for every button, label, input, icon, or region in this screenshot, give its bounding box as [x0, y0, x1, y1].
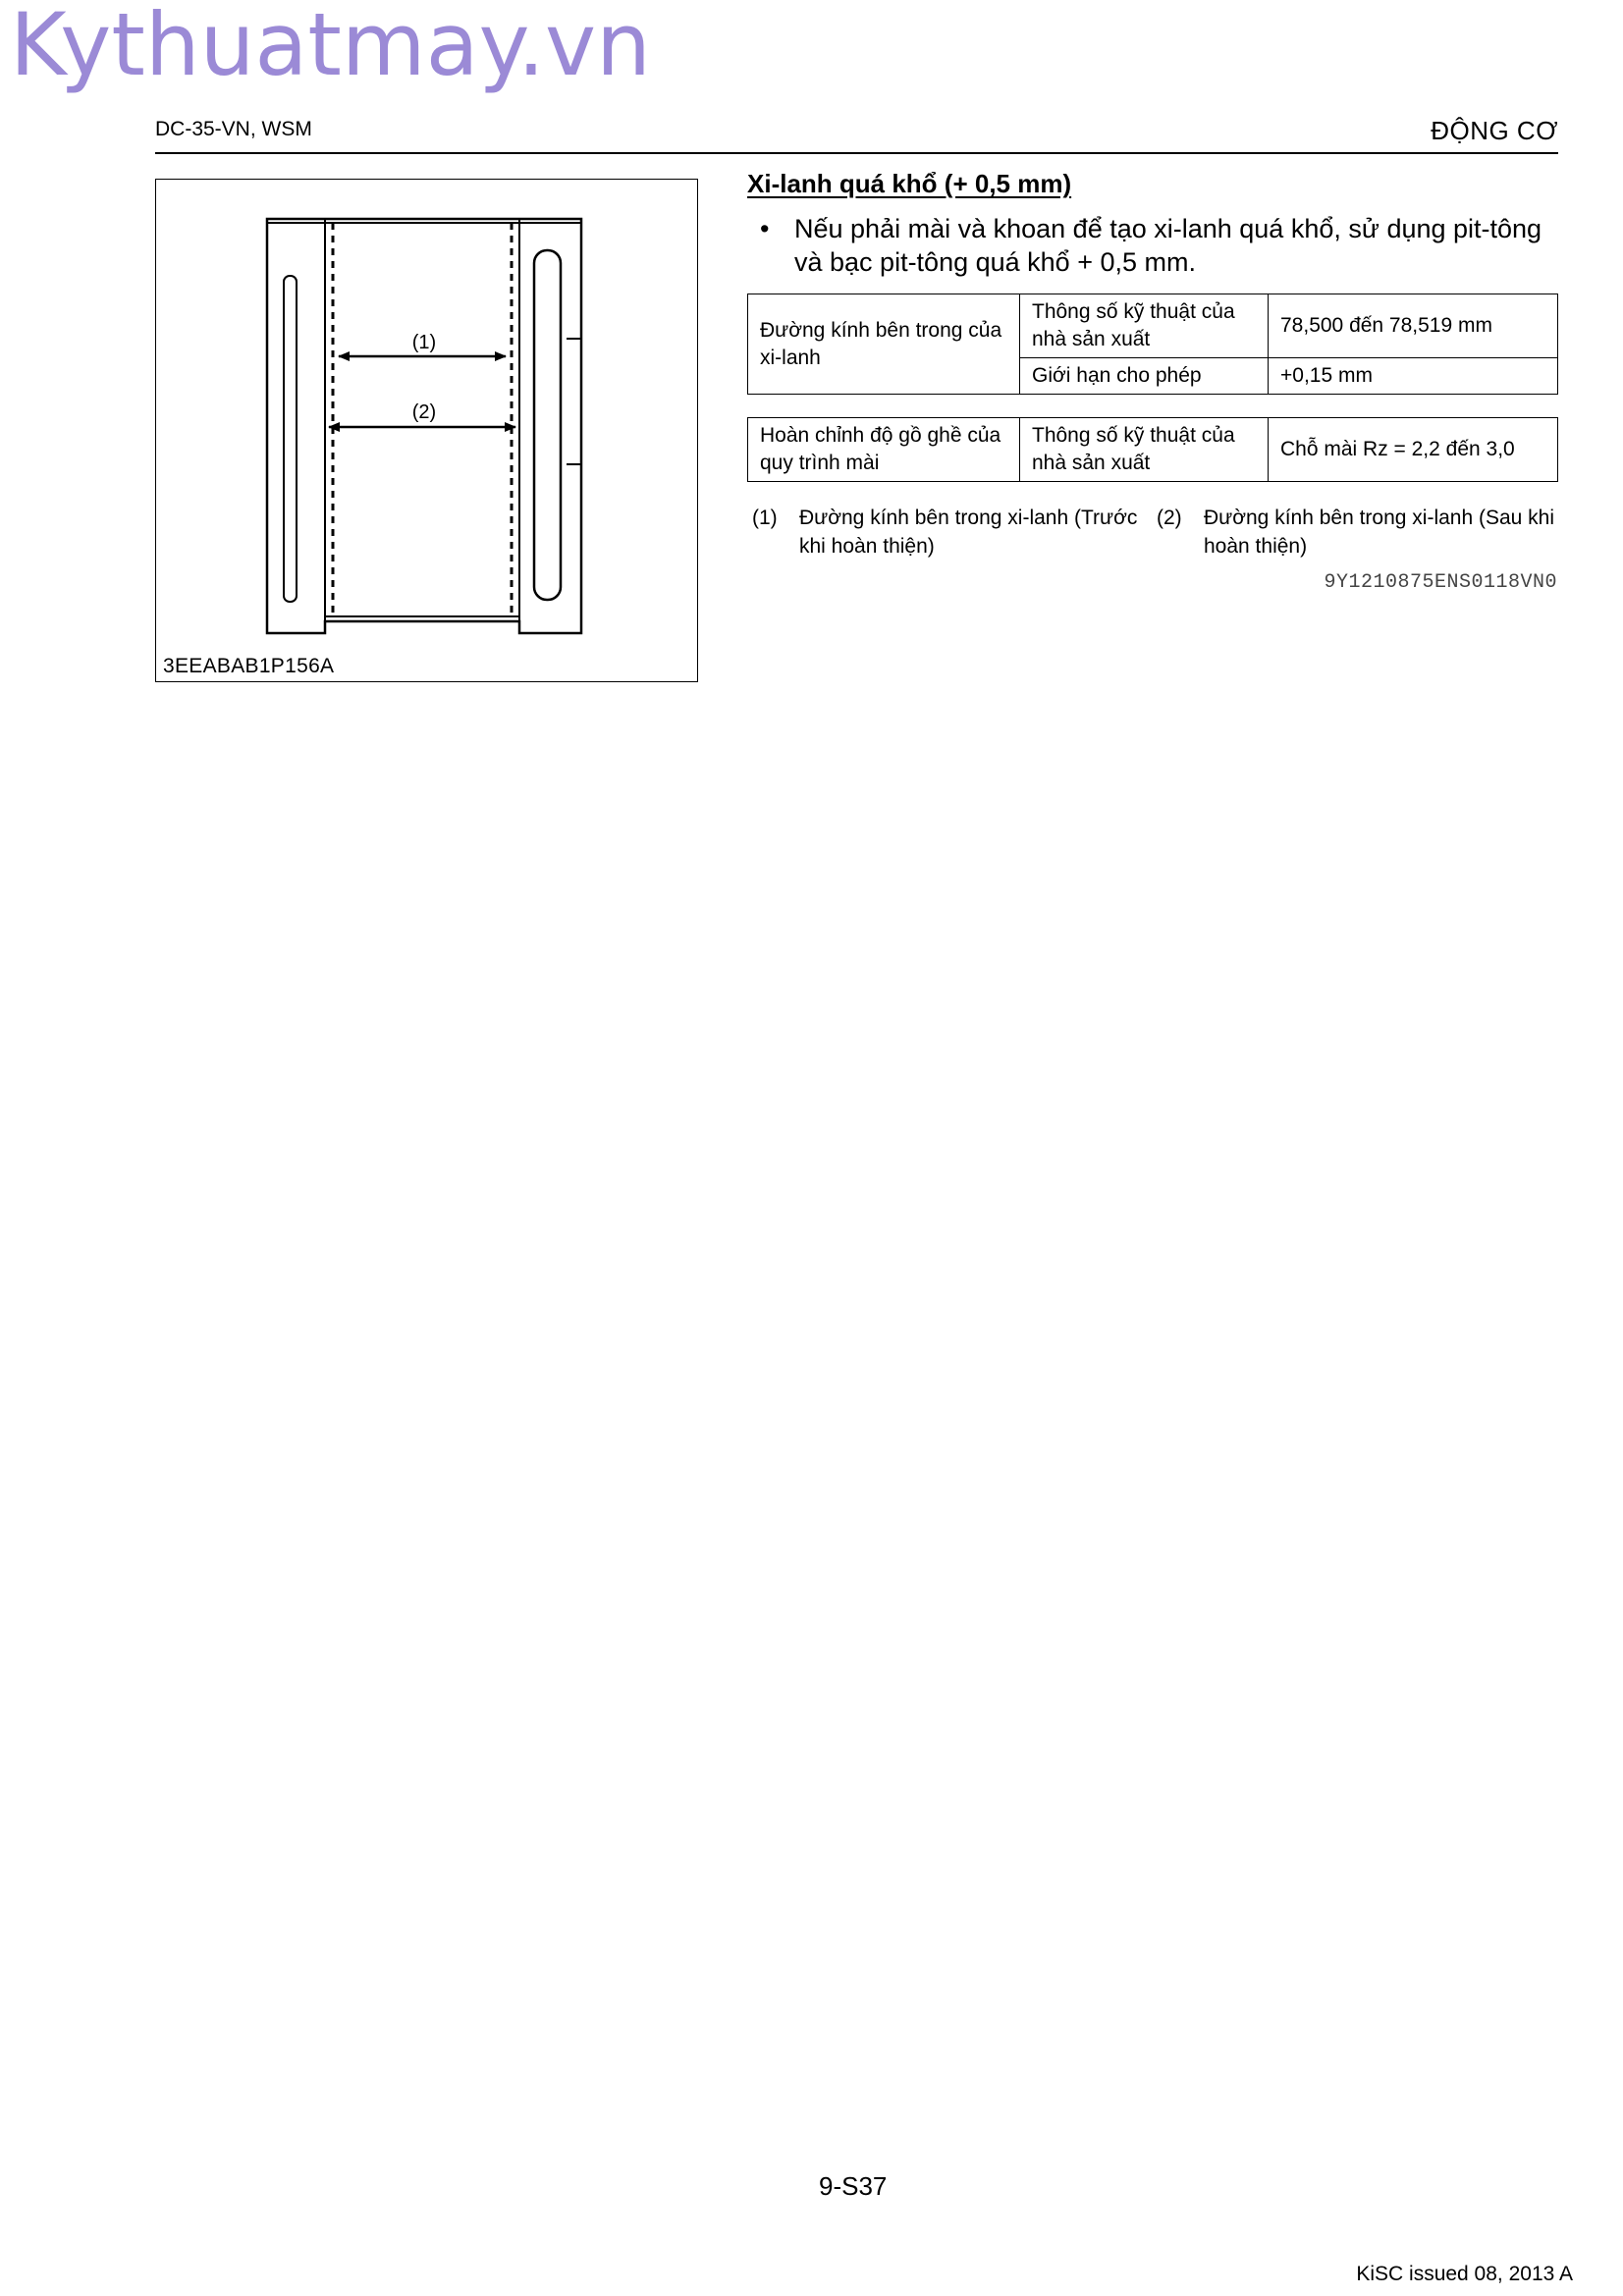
spec-item: Hoàn chỉnh độ gồ ghề của quy trình mài [748, 418, 1020, 482]
spec-value: 78,500 đến 78,519 mm [1269, 294, 1558, 358]
section-title: Xi-lanh quá khổ (+ 0,5 mm) [747, 169, 1072, 198]
legend-number: (1) [752, 507, 778, 529]
legend-text: Đường kính bên trong xi-lanh (Sau khi hoàn thiện) [1204, 507, 1555, 558]
spec-label: Thông số kỹ thuật của nhà sản xuất [1020, 294, 1269, 358]
spec-label: Thông số kỹ thuật của nhà sản xuất [1020, 418, 1269, 482]
spec-value: +0,15 mm [1269, 358, 1558, 395]
header-divider [155, 152, 1558, 154]
figure-code: 3EEABAB1P156A [163, 655, 335, 677]
header-doc-code: DC-35-VN, WSM [155, 118, 312, 140]
document-id: 9Y1210875ENS0118VN0 [1324, 571, 1557, 594]
bullet-icon: • [760, 214, 770, 243]
cylinder-diagram [156, 180, 699, 683]
issue-info: KiSC issued 08, 2013 A [1356, 2263, 1573, 2285]
spec-label: Giới hạn cho phép [1020, 358, 1269, 395]
water-jacket-left [284, 276, 297, 602]
watermark-logo: Kythuatmay.vn [10, 0, 651, 95]
table-row [748, 294, 1558, 358]
table-row [748, 418, 1558, 482]
page-number: 9-S37 [819, 2171, 888, 2201]
callout-1: (1) [411, 332, 437, 353]
spec-value: Chỗ mài Rz = 2,2 đến 3,0 [1269, 418, 1558, 482]
header-section-title: ĐỘNG CƠ [1431, 116, 1558, 145]
water-jacket-right [534, 250, 561, 600]
spec-item: Đường kính bên trong của xi-lanh [748, 294, 1020, 395]
cylinder-bore-figure [155, 179, 698, 682]
spec-table-roughness [747, 417, 1558, 482]
callout-2: (2) [411, 401, 437, 423]
legend-text: Đường kính bên trong xi-lanh (Trước khi hoàn thiện) [799, 507, 1138, 558]
legend-number: (2) [1157, 507, 1182, 529]
instruction-text: Nếu phải mài và khoan để tạo xi-lanh quá khổ, sử dụng pit-tông và bạc pit-tông quá khổ + 0,5 mm. [794, 214, 1542, 277]
spec-table-bore [747, 294, 1558, 395]
